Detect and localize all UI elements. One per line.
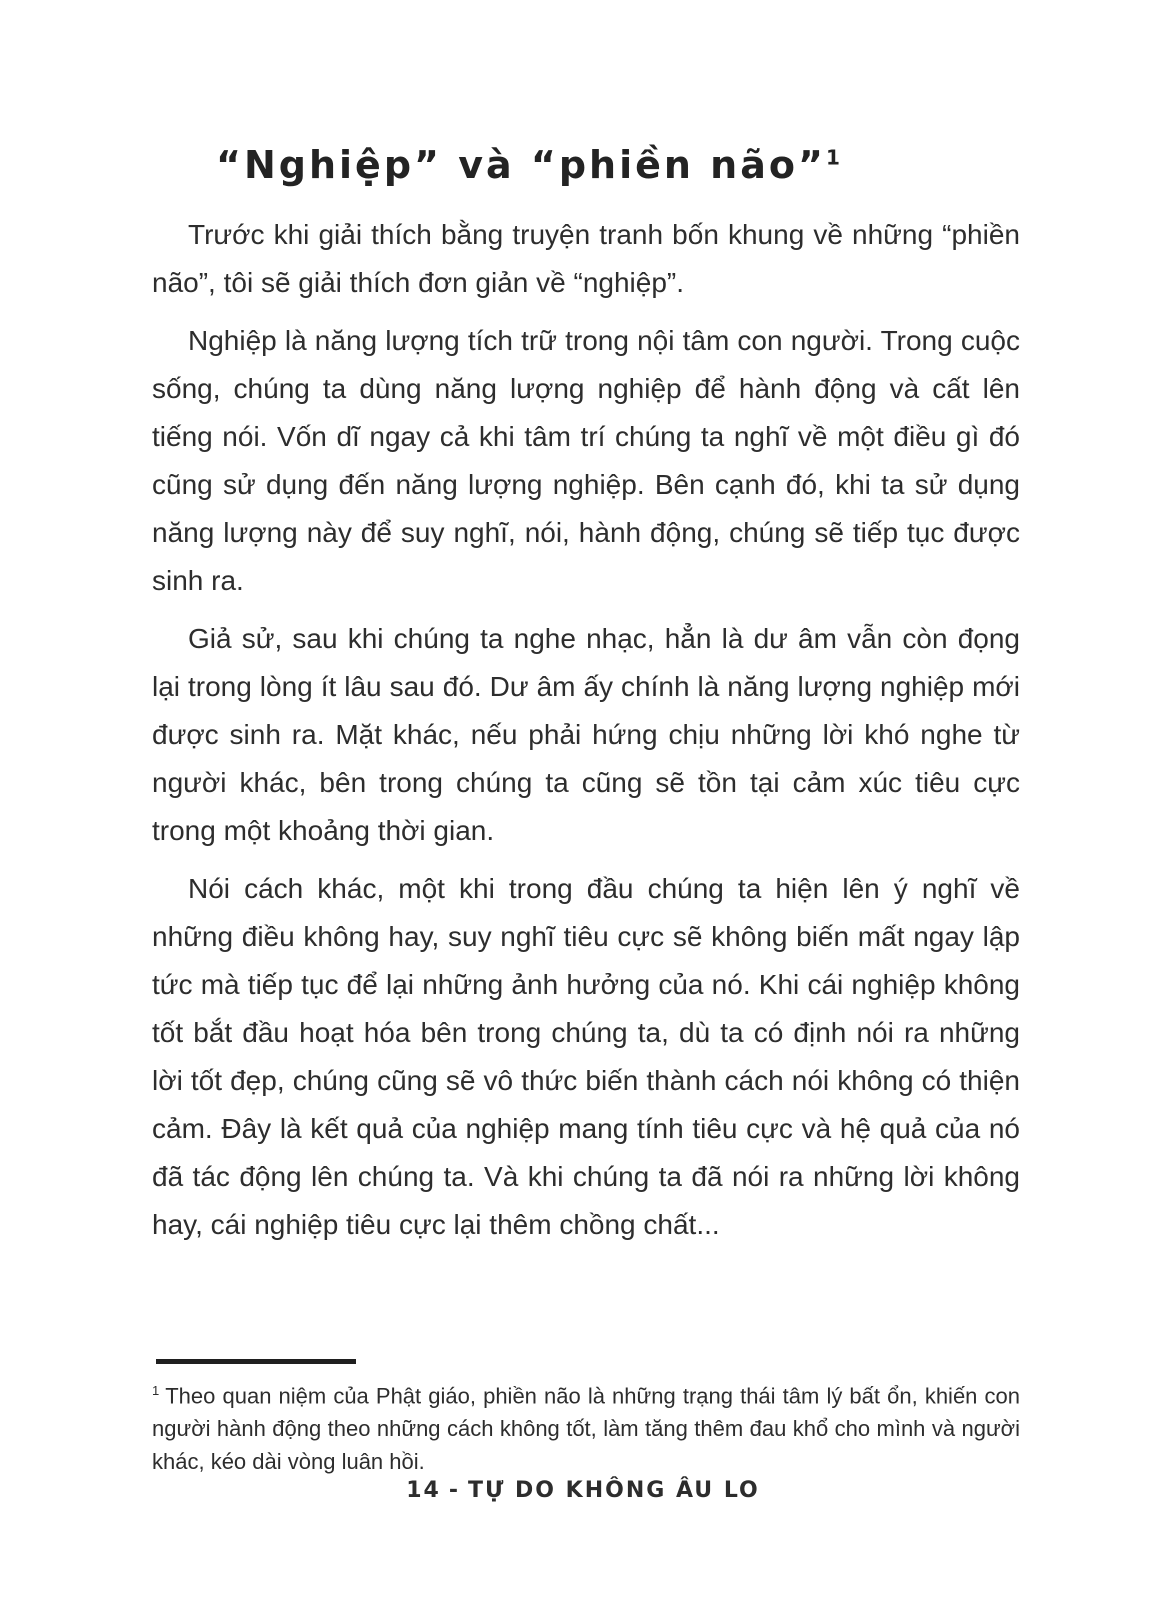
paragraph: Trước khi giải thích bằng truyện tranh bốn khung về những “phiền não”, tôi sẽ giải thích đơn giản về “nghiệp”. [152, 219, 1020, 298]
book-title: TỰ DO KHÔNG ÂU LO [467, 1478, 760, 1503]
footer-separator: - [448, 1478, 460, 1503]
paragraph: Giả sử, sau khi chúng ta nghe nhạc, hẳn là dư âm vẫn còn đọng lại trong lòng ít lâu sau đó. Dư âm ấy chính là năng lượng nghiệp mới được sinh ra. Mặt khác, nếu phải hứng chịu những lời khó nghe từ người khác, bên trong chúng ta cũng sẽ tồn tại cảm xúc tiêu cực trong một khoảng thời gian. [152, 623, 1020, 846]
footnote-reference: 1 [825, 145, 840, 170]
page-number: 14 [406, 1478, 441, 1503]
paragraph: Nghiệp là năng lượng tích trữ trong nội tâm con người. Trong cuộc sống, chúng ta dùng năng lượng nghiệp để hành động và cất lên tiếng nói. Vốn dĩ ngay cả khi tâm trí chúng ta nghĩ về một điều gì đó cũng sử dụng đến năng lượng nghiệp. Bên cạnh đó, khi ta sử dụng năng lượng này để suy nghĩ, nói, hành động, chúng sẽ tiếp tục được sinh ra. [152, 325, 1020, 596]
paragraph: Nói cách khác, một khi trong đầu chúng ta hiện lên ý nghĩ về những điều không hay, suy nghĩ tiêu cực sẽ không biến mất ngay lập tức mà tiếp tục để lại những ảnh hưởng của nó. Khi cái nghiệp không tốt bắt đầu hoạt hóa bên trong chúng ta, dù ta có định nói ra những lời tốt đẹp, chúng cũng sẽ vô thức biến thành cách nói không có thiện cảm. Đây là kết quả của nghiệp mang tính tiêu cực và hệ quả của nó đã tác động lên chúng ta. Và khi chúng ta đã nói ra những lời không hay, cái nghiệp tiêu cực lại thêm chồng chất... [152, 873, 1020, 1240]
page-footer [0, 1478, 1166, 1503]
page-title [216, 143, 1020, 187]
page-content [152, 143, 1020, 1478]
footnote-text: Theo quan niệm của Phật giáo, phiền não là những trạng thái tâm lý bất ổn, khiến con người hành động theo những cách không tốt, làm tăng thêm đau khổ cho mình và người khác, kéo dài vòng luân hồi. [152, 1383, 1020, 1475]
page-title-text: “Nghiệp” và “phiền não” [216, 143, 826, 187]
footnote-section [152, 1359, 1020, 1478]
footnote-divider [156, 1359, 356, 1364]
footnote-marker: 1 [152, 1383, 160, 1398]
footnote [152, 1374, 1020, 1478]
